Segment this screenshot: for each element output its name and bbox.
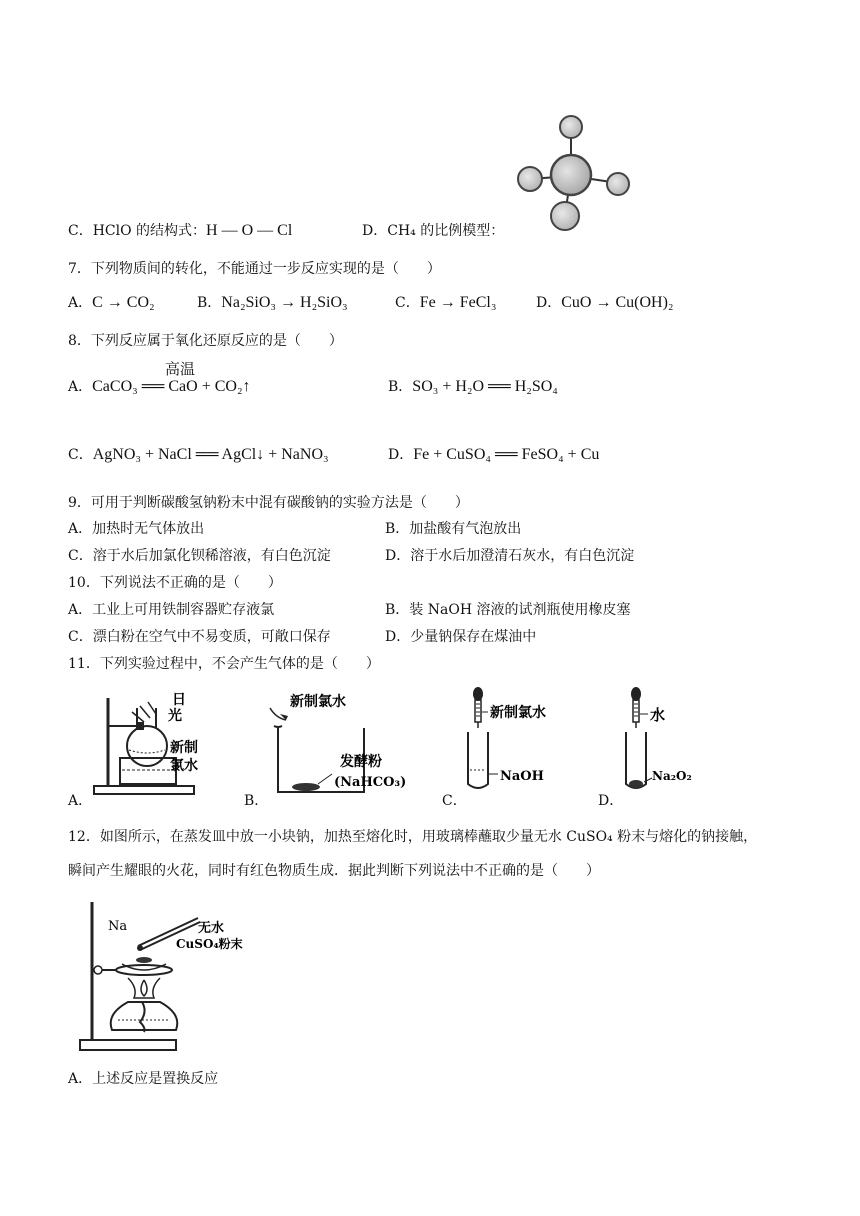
- ch4-ball-model-diagram: [510, 112, 640, 236]
- q8-option-d: D．Fe + CuSO₄ ══ FeSO₄ + Cu: [388, 446, 600, 463]
- fig-c-label-chlorine-water: 新制氯水: [490, 705, 546, 721]
- fig-a-label-chlorine-water: 氯水: [170, 758, 198, 774]
- q10-option-d: D．少量钠保存在煤油中: [385, 629, 537, 645]
- q6-option-d: [362, 220, 504, 240]
- q9-option-a: A．加热时无气体放出: [68, 521, 205, 537]
- option-label: C．: [68, 223, 93, 239]
- q10-stem: 10．下列说法不正确的是（ ）: [68, 575, 282, 591]
- q11-option-d-label: D．: [598, 793, 624, 809]
- q10-option-a: A．工业上可用铁制容器贮存液氯: [68, 602, 275, 618]
- fig-d-label-water: 水: [650, 706, 666, 724]
- structural-formula: H — O — Cl: [206, 222, 293, 239]
- fig-b-label-chlorine-water: 新制氯水: [290, 694, 346, 710]
- q8-option-c: C．AgNO₃ + NaCl ══ AgCl↓ + NaNO₃: [68, 446, 329, 463]
- q11-option-b-label: B．: [244, 793, 269, 809]
- fig-d-label-na2o2: Na₂O₂: [652, 769, 692, 783]
- q9-option-c: C．溶于水后加氯化钡稀溶液，有白色沉淀: [68, 548, 331, 564]
- q7-stem: 7．下列物质间的转化，不能通过一步反应实现的是（ ）: [68, 261, 441, 277]
- q11-option-a-label: A．: [68, 793, 93, 809]
- fig-b-label-nahco3: (NaHCO₃): [334, 775, 407, 790]
- q8-option-a: A．CaCO₃ ══ CaO + CO₂↑: [68, 378, 251, 395]
- fig-b-label-baking-powder: 发酵粉: [340, 754, 382, 770]
- q6-option-c: [68, 220, 292, 240]
- q12-option-a: A．上述反应是置换反应: [68, 1071, 219, 1087]
- option-label: D．: [362, 223, 388, 239]
- q7-option-d: D．CuO → Cu(OH)₂: [536, 294, 674, 311]
- q9-option-d: D．溶于水后加澄清石灰水，有白色沉淀: [385, 548, 635, 564]
- q7-option-a: A．C → CO₂: [68, 294, 155, 311]
- q12-stem-line2: 瞬间产生耀眼的火花，同时有红色物质生成．据此判断下列说法中不正确的是（ ）: [68, 863, 600, 879]
- q8-option-b: B．SO₃ + H₂O ══ H₂SO₄: [388, 378, 558, 395]
- sunlight-flask-figure: [92, 686, 222, 798]
- fig-label-cuso4-powder: CuSO₄粉末: [176, 937, 243, 951]
- q9-stem: 9．可用于判断碳酸氢钠粉末中混有碳酸钠的实验方法是（ ）: [68, 495, 469, 511]
- fig-a-label-fresh: 新制: [170, 740, 198, 756]
- q9-option-b: B．加盐酸有气泡放出: [385, 521, 522, 537]
- q11-stem: 11．下列实验过程中，不会产生气体的是（ ）: [68, 656, 380, 672]
- fig-a-label-light: 光: [168, 708, 182, 724]
- q11-option-c-label: C．: [442, 793, 467, 809]
- q7-option-c: C．Fe → FeCl₃: [395, 294, 497, 311]
- option-text: HClO 的结构式：: [92, 223, 207, 239]
- option-text: CH₄ 的比例模型：: [387, 223, 505, 239]
- beaker-baking-powder-figure: [266, 690, 416, 798]
- q12-stem-line1: 12．如图所示，在蒸发皿中放一小块钠，加热至熔化时，用玻璃棒蘸取少量无水 CuSO₄ 粉末与熔化的钠接触，: [68, 829, 758, 845]
- dropper-naoh-figure: [462, 684, 582, 796]
- sodium-cuso4-apparatus-figure: [78, 898, 268, 1054]
- q10-option-b: B．装 NaOH 溶液的试剂瓶使用橡皮塞: [385, 602, 631, 618]
- q8-stem: 8．下列反应属于氧化还原反应的是（ ）: [68, 333, 343, 349]
- fig-a-label-sun: 日: [172, 692, 186, 708]
- q10-option-c: C．漂白粉在空气中不易变质，可敞口保存: [68, 629, 331, 645]
- fig-c-label-naoh: NaOH: [500, 769, 544, 784]
- dropper-na2o2-figure: [620, 684, 730, 796]
- q7-option-b: B．Na₂SiO₃ → H₂SiO₃: [197, 294, 348, 311]
- fig-label-na: Na: [108, 919, 128, 934]
- fig-label-anhydrous: 无水: [198, 921, 225, 936]
- q8-condition: 高温: [165, 360, 196, 378]
